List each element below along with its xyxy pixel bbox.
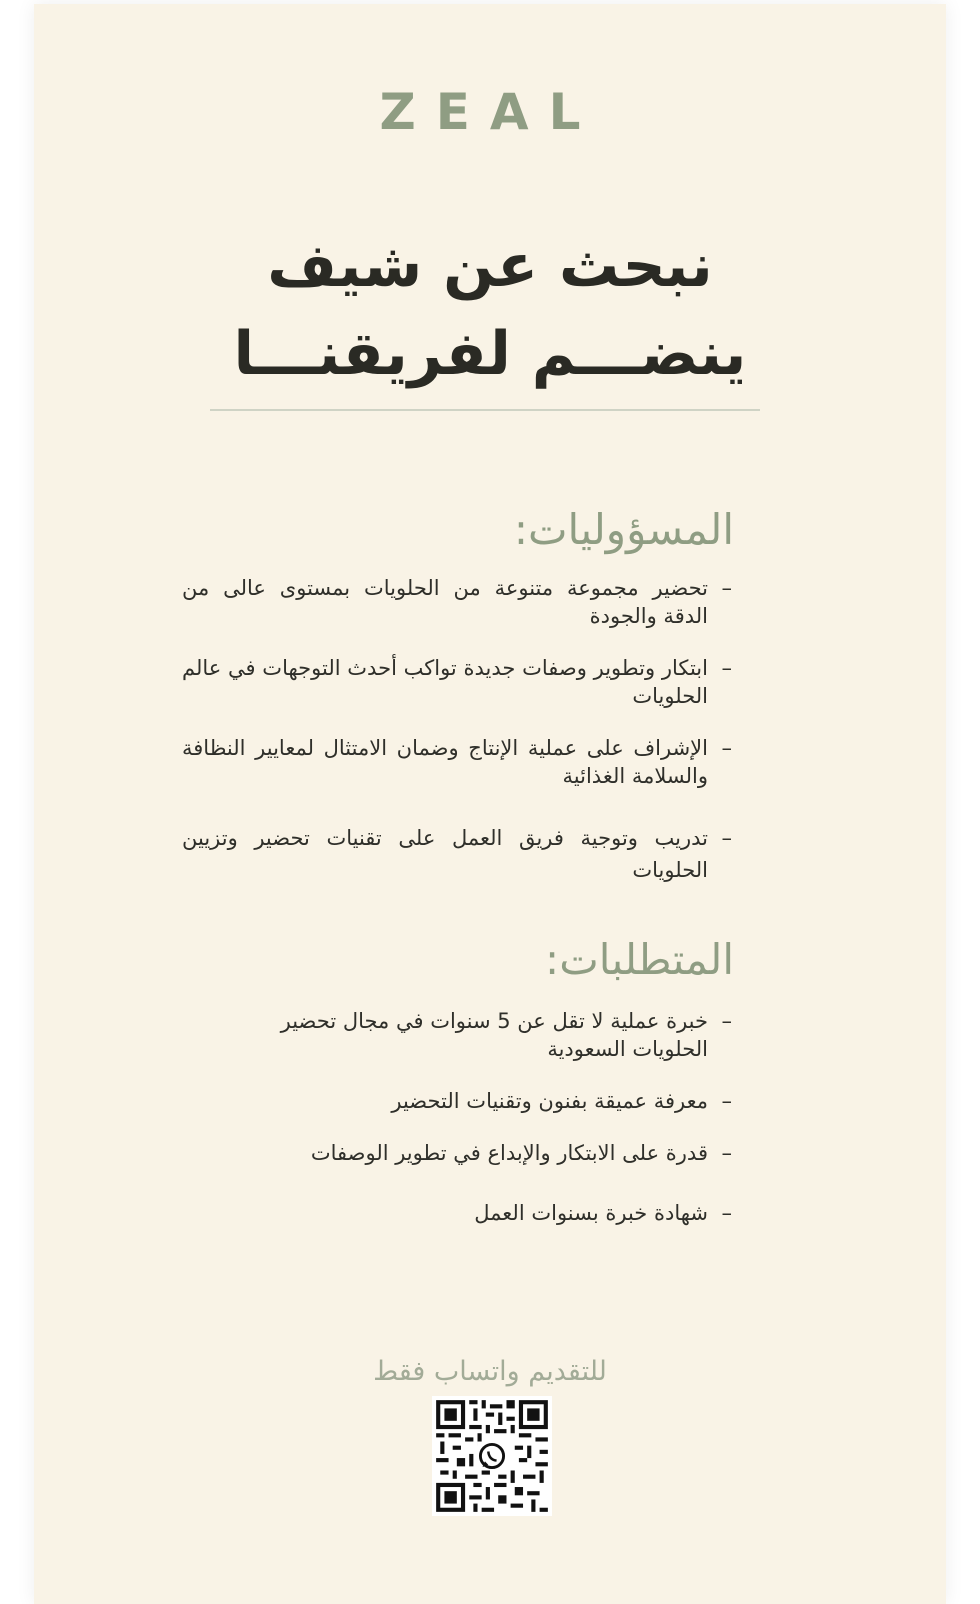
brand-logo: ZEAL bbox=[379, 83, 601, 141]
bullet-dash: – bbox=[721, 576, 732, 600]
headline-line-1: نبحث عن شيف bbox=[267, 231, 713, 301]
bullet-dash: – bbox=[721, 736, 732, 760]
bullet-dash: – bbox=[721, 1089, 732, 1113]
bullet-dash: – bbox=[721, 1201, 732, 1225]
requirement-item: – معرفة عميقة بفنون وتقنيات التحضير bbox=[391, 1089, 732, 1113]
requirement-item: – شهادة خبرة بسنوات العمل bbox=[474, 1201, 732, 1225]
bullet-dash: – bbox=[721, 656, 732, 680]
responsibility-item: – تدريب وتوجية فريق العمل على تقنيات تحضير وتزيين الحلويات bbox=[182, 822, 732, 886]
bullet-dash: – bbox=[721, 826, 732, 850]
responsibilities-title: المسؤوليات: bbox=[513, 505, 734, 554]
requirements-list bbox=[242, 1007, 732, 1227]
requirement-item: – قدرة على الابتكار والإبداع في تطوير الوصفات bbox=[310, 1141, 732, 1165]
divider bbox=[210, 409, 760, 411]
responsibility-item: – تحضير مجموعة متنوعة من الحلويات بمستوى عالى من الدقة والجودة bbox=[182, 576, 732, 628]
responsibility-item: – الإشراف على عملية الإنتاج وضمان الامتثال لمعايير النظافة والسلامة الغذائية bbox=[182, 736, 732, 788]
job-poster bbox=[34, 4, 946, 1604]
bullet-dash: – bbox=[721, 1141, 732, 1165]
requirements-title: المتطلبات: bbox=[545, 935, 734, 984]
headline-line-2: ينضـــم لفريقنـــا bbox=[233, 319, 747, 389]
bullet-dash: – bbox=[721, 1009, 732, 1033]
whatsapp-qr-code-icon[interactable] bbox=[432, 1396, 552, 1516]
responsibilities-list bbox=[182, 574, 732, 886]
apply-instruction: للتقديم واتساب فقط bbox=[373, 1356, 607, 1387]
responsibility-item: – ابتكار وتطوير وصفات جديدة تواكب أحدث التوجهات في عالم الحلويات bbox=[182, 656, 732, 708]
requirement-item: – خبرة عملية لا تقل عن 5 سنوات في مجال تحضير الحلويات السعودية bbox=[280, 1009, 732, 1061]
